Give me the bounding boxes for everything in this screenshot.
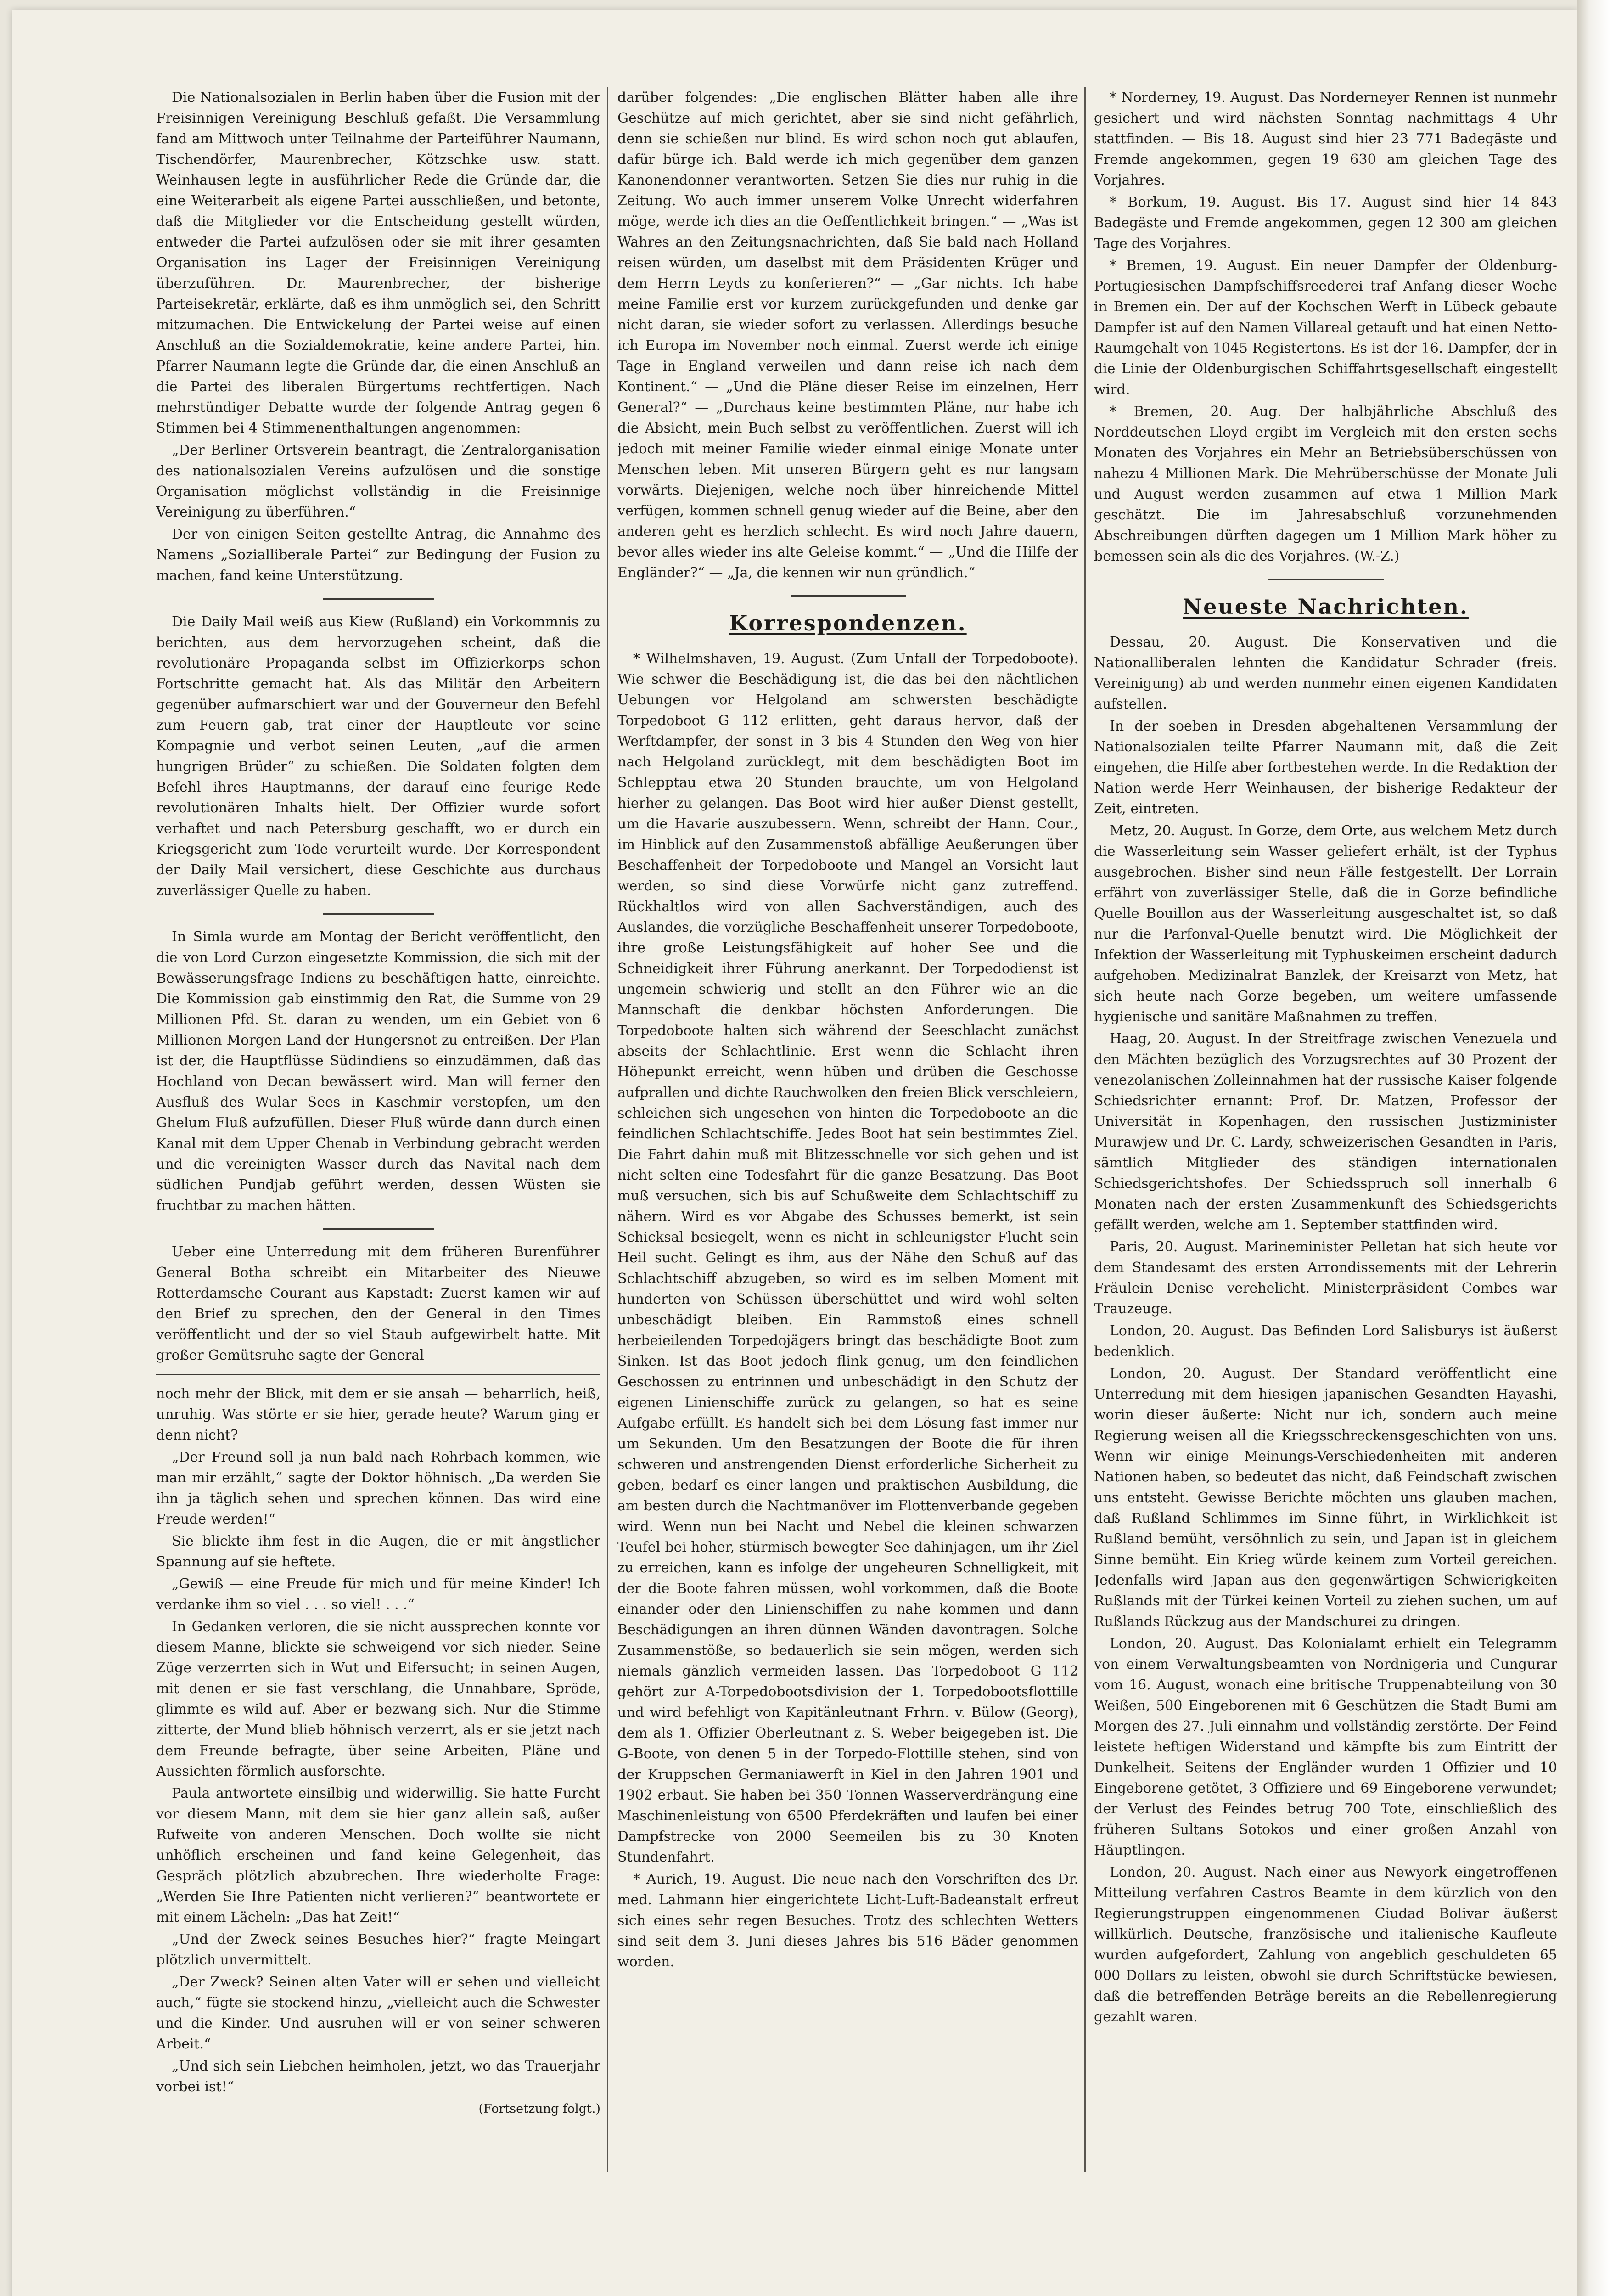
story-paragraph: „Der Freund soll ja nun bald nach Rohrbach kommen, wie man mir erzählt,“ sagte der Doktor höhnisch. „Da werden Sie ihn ja täglich sehen und sprechen können. Das wird eine Freude werden!“ <box>156 1449 600 1527</box>
story-paragraph: „Der Zweck? Seinen alten Vater will er sehen und vielleicht auch,“ fügte sie stockend hinzu, „vielleicht auch die Schwester und die Kinder. Und ausruhen will er von seiner schweren Arbeit.“ <box>156 1974 600 2052</box>
column-rule <box>1084 87 1086 2172</box>
article-london-salisbury: London, 20. August. Das Befinden Lord Salisburys ist äußerst bedenklich. <box>1094 1323 1557 1360</box>
story-paragraph: noch mehr der Blick, mit dem er sie ansah — beharrlich, heiß, unruhig. Was störte er sie hier, gerade heute? Warum ging er denn nicht? <box>156 1386 600 1443</box>
article-quote-antrag: „Der Berliner Ortsverein beantragt, die Zentralorganisation des nationalsozialen Vereins aufzulösen und die sonstige Organisation möglichst vollständig in die Freisinnige Vereinigung zu überführen.“ <box>156 442 600 520</box>
section-heading-neueste-nachrichten: Neueste Nachrichten. <box>1183 594 1469 619</box>
article-metz: Metz, 20. August. In Gorze, dem Orte, aus welchem Metz durch die Wasserleitung sein Wasser geliefert erhält, ist der Typhus ausgebrochen. Bisher sind neun Fälle festgestellt. Der Lorrain erfährt von zuverlässiger Stelle, daß die in Gorze befindliche Quelle Bouillon aus der Wasserleitung ausgeschaltet ist, so daß nur die Parfonval-Quelle benutzt wird. Die Möglichkeit der Infektion der Wasserleitung mit Typhuskeimen erscheint dadurch aufgehoben. Medizinalrat Banzlek, der Kreisarzt von Metz, hat sich heute nach Gorze begeben, um weitere umfassende hygienische und sanitäre Maßnahmen zu treffen. <box>1094 823 1557 1025</box>
article-wilhelmshaven: * Wilhelmshaven, 19. August. (Zum Unfall der Torpedoboote). Wie schwer die Beschädigung ist, die das bei den nächtlichen Uebungen vor Helgoland am schwersten beschädigte Torpedoboot G 112 erlitten, geht daraus hervor, daß der Werftdampfer, der sonst in 3 bis 4 Stunden den Weg von hier nach Helgoland zurücklegt, mit dem beschädigten Boot im Schlepptau etwa 20 Stunden brauchte, um von Helgoland hierher zu gelangen. Das Boot wird hier außer Dienst gestellt, um die Havarie auszubessern. Wenn, schreibt der Hann. Cour., im Hinblick auf den Zusammenstoß abfällige Aeußerungen über Beschaffenheit der Torpedoboote und Mangel an Vorsicht laut werden, so sind diese Vorwürfe nicht ganz zutreffend. Rückhaltlos wird von allen Sachverständigen, auch des Auslandes, die vorzügliche Beschaffenheit unserer Torpedoboote, ihre große Leistungsfähigkeit auf hoher See und die Schneidigkeit ihrer Führung anerkannt. Der Torpedodienst ist ungemein schwierig und stellt an den Führer wie an die Mannschaft die denkbar höchsten Anforderungen. Die Torpedoboote halten sich während der Seeschlacht zunächst abseits der Schlachtlinie. Erst wenn die Schlacht ihren Höhepunkt erreicht, wenn hüben und drüben die Geschosse aufprallen und dichte Rauchwolken den freien Blick verschleiern, schleichen sich ungesehen von hinten die Torpedoboote an die feindlichen Schlachtschiffe. Jedes Boot hat sein bestimmtes Ziel. Die Fahrt dahin muß mit Blitzesschnelle vor sich gehen und ist nicht selten eine Todesfahrt für die ganze Besatzung. Das Boot muß versuchen, sich bis auf Schußweite dem Schlachtschiff zu nähern. Wird es vor Abgabe des Schusses bemerkt, ist sein Schicksal besiegelt, wenn es nicht in schleunigster Flucht sein Heil sucht. Gelingt es ihm, aus der Nähe den Schuß auf das Schlachtschiff abzugeben, so wird es im selben Moment mit hunderten von Schüssen überschüttet und wird wohl selten unbeschädigt bleiben. Ein Rammstoß eines schnell herbeieilenden Torpedojägers bringt das beschädigte Boot zum Sinken. Ist das Boot jedoch flink genug, um den feindlichen Geschossen zu entrinnen und unbeschädigt in den Schutz der eigenen Linienschiffe zurück zu gelangen, so hat es seine Aufgabe erfüllt. Es handelt sich bei dem Lösung fast immer nur um Sekunden. Um den Besatzungen der Boote die für ihren schweren und anstrengenden Dienst erforderliche Sicherheit zu geben, bedarf es einer langen und praktischen Ausbildung, die am besten durch die Nachtmanöver im Flottenverbande gegeben wird. Wenn nun bei Nacht und Nebel die kleinen schwarzen Teufel bei hoher, stürmisch bewegter See dahinjagen, um ihr Ziel zu erreichen, kann es infolge der ungeheuren Schnelligkeit, mit der die Boote fahren müssen, wohl vorkommen, daß die Boote einander oder den Linienschiffen zu nahe kommen und dann Beschädigungen an ihren dünnen Wänden davontragen. Solche Zusammenstöße, so bedauerlich sie sein mögen, werden sich niemals gänzlich vermeiden lassen. Das Torpedoboot G 112 gehört zur A-Torpedobootsdivision der 1. Torpedobootsflottille und wird befehligt von Kapitänleutnant Frhrn. v. Bülow (Georg), dem als 1. Offizier Oberleutnant z. S. Weber beigegeben ist. Die G-Boote, von denen 5 in der Torpedo-Flottille stehen, sind von der Kruppschen Germaniawerft in Kiel in den Jahren 1901 und 1902 erbaut. Sie haben bei 350 Tonnen Wasserverdrängung eine Maschinenleistung von 6500 Pferdekräften und laufen bei einer Dampfstrecke von 2000 Seemeilen bis zu 30 Knoten Stundenfahrt. <box>617 651 1078 1865</box>
article-botha-continued: darüber folgendes: „Die englischen Blätter haben alle ihre Geschütze auf mich gerichtet, aber sie sind nicht gefährlich, denn sie schießen nur blind. Es wird schon noch gut ablaufen, dafür bürge ich. Bald werde ich mich gegenüber dem ganzen Kanonendonner verantworten. Setzen Sie dies nur ruhig in die Zeitung. Wo auch immer unserem Volke Unrecht widerfahren möge, werde ich dies an die Oeffentlichkeit bringen.“ — „Was ist Wahres an den Zeitungsnachrichten, daß Sie bald nach Holland reisen würden, um daselbst mit dem Präsidenten Krüger und dem Herrn Leyds zu konferieren?“ — „Gar nichts. Ich habe meine Familie erst vor kurzem zurückgefunden und denke gar nicht daran, sie wieder sofort zu verlassen. Allerdings besuche ich Europa im November noch einmal. Zuerst werde ich einige Tage in England verweilen und dann reise ich nach dem Kontinent.“ — „Und die Pläne dieser Reise im einzelnen, Herr General?“ — „Durchaus keine bestimmten Pläne, nur habe ich die Absicht, mein Buch selbst zu veröffentlichen. Zuerst will ich jedoch mit meiner Familie wieder einmal einige Monate unter Menschen leben. Mit unseren Bürgern geht es nur langsam vorwärts. Diejenigen, welche noch über hinreichende Mittel verfügen, kommen schnell genug wieder auf die Beine, aber den anderen geht es herzlich schlecht. Es wird noch Jahre dauern, bevor alles wieder ins alte Geleise kommt.“ — „Und die Hilfe der Engländer?“ — „Ja, die kennen wir nun gründlich.“ <box>617 90 1078 581</box>
article-simla: In Simla wurde am Montag der Bericht veröffentlicht, den die von Lord Curzon eingesetzte Kommission, die sich mit der Bewässerungsfrage Indiens zu beschäftigen hatte, einreichte. Die Kommission gab einstimmig den Rat, die Summe von 29 Millionen Pfd. St. daran zu wenden, um ein Gebiet von 6 Millionen Morgen Land der Hungersnot zu entreißen. Der Plan ist der, die Hauptflüsse Südindiens so einzudämmen, daß das Hochland von Decan bewässert wird. Man will ferner den Ausfluß des Wular Sees in Kaschmir verstopfen, um den Ghelum Fluß aufzufüllen. Dieser Fluß würde dann durch einen Kanal mit dem Upper Chenab in Verbindung gebracht werden und die vereinigten Wasser durch das Navital nach dem südlichen Pundjab geführt werden, dessen Wüsten sie fruchtbar zu machen hätten. <box>156 929 600 1214</box>
page-edge <box>1577 0 1610 2296</box>
article-london-nigeria: London, 20. August. Das Kolonialamt erhielt ein Telegramm von einem Verwaltungsbeamten von Nordnigeria und Cungurar vom 16. August, wonach eine britische Truppenabteilung von 30 Weißen, 500 Eingeborenen mit 6 Geschützen die Stadt Bumi am Morgen des 27. Juli einnahm und vollständig zerstörte. Der Feind leistete heftigen Widerstand und kämpfte bis zum Eintritt der Dunkelheit. Seitens der Engländer wurden 1 Offizier und 10 Eingeborene getötet, 3 Offiziere und 69 Eingeborene verwundet; der Verlust des Feindes betrug 700 Tote, einschließlich des früheren Sultans Sotokos und einer großen Anzahl von Häuptlingen. <box>1094 1636 1557 1858</box>
article-dresden: In der soeben in Dresden abgehaltenen Versammlung der Nationalsozialen teilte Pfarrer Naumann mit, daß die Zeit eingehen, die Hilfe aber fortbestehen werde. In die Redaktion der Nation werde Herr Weinhausen, der bisherige Redakteur der Zeit, eintreten. <box>1094 718 1557 817</box>
separator <box>323 1228 434 1230</box>
separator <box>791 595 906 597</box>
story-paragraph: „Gewiß — eine Freude für mich und für meine Kinder! Ich verdanke ihm so viel . . . so viel! . . .“ <box>156 1576 600 1613</box>
story-paragraph: „Und der Zweck seines Besuches hier?“ fragte Meingart plötzlich unvermittelt. <box>156 1931 600 1968</box>
separator <box>323 913 434 915</box>
article-london-bolivar: London, 20. August. Nach einer aus Newyork eingetroffenen Mitteilung verfahren Castros Beamte in dem kürzlich von den Regierungstruppen eingenommenen Ciudad Bolivar äußerst willkürlich. Deutsche, französische und italienische Kaufleute wurden aufgefordert, Zahlung von angeblich geschuldeten 65 000 Dollars zu leisten, obwohl sie durch Schriftstücke bewiesen, daß die betreffenden Beträge bereits an die Rebellenregierung gezahlt waren. <box>1094 1864 1557 2025</box>
article-norderney: * Norderney, 19. August. Das Norderneyer Rennen ist nunmehr gesichert und wird nächsten Sonntag nachmittags 4 Uhr stattfinden. — Bis 18. August sind hier 23 771 Badegäste und Fremde angekommen, gegen 19 630 am gleichen Tage des Vorjahres. <box>1094 90 1557 188</box>
article-nationalsoziale: Die Nationalsozialen in Berlin haben über die Fusion mit der Freisinnigen Vereinigung Beschluß gefaßt. Die Versammlung fand am Mittwoch unter Teilnahme der Parteiführer Naumann, Tischendörfer, Maurenbrecher, Kötzschke usw. statt. Weinhausen legte in ausführlicher Rede die Gründe dar, die eine Weiterarbeit als eigene Partei ausschließen, und betonte, daß die Mitglieder vor die Entscheidung gestellt würden, entweder die Partei aufzulösen oder sie mit ihrer gesamten Organisation ins Lager der Freisinnigen Vereinigung überzuführen. Dr. Maurenbrecher, der bisherige Parteisekretär, erklärte, daß es ihm unmöglich sei, den Schritt mitzumachen. Die Entwickelung der Partei weise auf einen Anschluß an die Sozialdemokratie, keine andere Partei, hin. Pfarrer Naumann legte die Gründe dar, die einen Anschluß an die Partei des liberalen Bürgertums rechtfertigen. Nach mehrstündiger Debatte wurde der folgende Antrag gegen 6 Stimmen bei 4 Stimmenenthaltungen angenommen: <box>156 90 600 436</box>
article-haag: Haag, 20. August. In der Streitfrage zwischen Venezuela und den Mächten bezüglich des Vorzugsrechtes auf 30 Prozent der venezolanischen Zolleinnahmen hat der russische Kaiser folgende Schiedsrichter ernannt: Prof. Dr. Matzen, Professor der Universität in Kopenhagen, den russischen Justizminister Murawjew und Dr. C. Lardy, schweizerischen Gesandten in Paris, sämtlich Mitglieder des ständigen internationalen Schiedsgerichtshofes. Der Schiedsspruch soll innerhalb 6 Monaten nach der ersten Zusammenkunft des Schiedsgerichts gefällt werden, welche am 1. September stattfinden wird. <box>1094 1031 1557 1233</box>
separator <box>1268 579 1383 580</box>
separator <box>323 598 434 600</box>
feuilleton-rule <box>156 1374 600 1375</box>
continuation-note: (Fortsetzung folgt.) <box>478 2102 600 2116</box>
column-rule <box>607 87 608 2172</box>
article-borkum: * Borkum, 19. August. Bis 17. August sind hier 14 843 Badegäste und Fremde angekommen, gegen 12 300 am gleichen Tage des Vorjahres. <box>1094 194 1557 252</box>
column-middle <box>617 87 1078 2200</box>
article-bremen-lloyd: * Bremen, 20. Aug. Der halbjährliche Abschluß des Norddeutschen Lloyd ergibt im Vergleich mit den ersten sechs Monaten des Vorjahres ein Mehr an Betriebsüberschüssen von nahezu 4 Millionen Mark. Die Mehrüberschüsse der Monate Juli und August werden zusammen auf etwa 1 Million Mark geschätzt. Die im Jahresabschluß vorzunehmenden Abschreibungen dürften dagegen um 1 Million Mark höher zu bemessen sein als die des Vorjahres. (W.-Z.) <box>1094 404 1557 564</box>
article-paragraph: Der von einigen Seiten gestellte Antrag, die Annahme des Namens „Sozialliberale Partei“ zur Bedingung der Fusion zu machen, fand keine Unterstützung. <box>156 526 600 584</box>
story-paragraph: Paula antwortete einsilbig und widerwillig. Sie hatte Furcht vor diesem Mann, mit dem sie hier ganz allein saß, außer Rufweite von anderen Menschen. Doch wollte sie nicht unhöflich erscheinen und fand keine Gelegenheit, das Gespräch plötzlich abzubrechen. Ihre wiederholte Frage: „Werden Sie Ihre Patienten nicht verlieren?“ beantwortete er mit einem Lächeln: „Das hat Zeit!“ <box>156 1785 600 1925</box>
column-left <box>156 87 600 2200</box>
article-paris: Paris, 20. August. Marineminister Pelletan hat sich heute vor dem Standesamt des ersten Arrondissements mit der Lehrerin Fräulein Denise verehelicht. Ministerpräsident Combes war Trauzeuge. <box>1094 1239 1557 1317</box>
story-paragraph: In Gedanken verloren, die sie nicht aussprechen konnte vor diesem Manne, blickte sie schweigend vor sich nieder. Seine Züge verzerrten sich in Wut und Eifersucht; in seinen Augen, mit denen er sie fast verschlang, die Unnahbare, Spröde, glimmte es wild auf. Aber er bezwang sich. Nur die Stimme zitterte, der Mund blieb höhnisch verzerrt, als er sie jetzt nach dem Freunde befragte, über seine Arbeiten, Pläne und Aussichten förmlich ausforschte. <box>156 1619 600 1779</box>
column-right <box>1094 87 1557 2200</box>
article-london-hayashi: London, 20. August. Der Standard veröffentlicht eine Unterredung mit dem hiesigen japanischen Gesandten Hayashi, worin dieser äußerte: Nicht nur ich, sondern auch meine Regierung weisen all die Kriegsschreckensgeschichten von uns. Wenn wir einige Meinungs-Verschiedenheiten mit anderen Nationen haben, so bedeutet das nicht, daß Feindschaft zwischen uns entsteht. Gewisse Berichte möchten uns glauben machen, daß Rußland Schlimmes im Sinne führt, in Wirklichkeit ist Rußland bemüht, versöhnlich zu sein, und Japan ist in gleichem Sinne bemüht. Ein Krieg würde keinem zum Vorteil gereichen. Jedenfalls wird Japan aus den gegenwärtigen Schwierigkeiten Rußlands mit der Türkei keinen Vorteil zu ziehen suchen, um auf Rußlands Rückzug aus der Mandschurei zu dringen. <box>1094 1366 1557 1630</box>
section-heading-korrespondenzen: Korrespondenzen. <box>729 611 967 636</box>
story-paragraph: „Und sich sein Liebchen heimholen, jetzt, wo das Trauerjahr vorbei ist!“ <box>156 2058 600 2095</box>
article-botha: Ueber eine Unterredung mit dem früheren Burenführer General Botha schreibt ein Mitarbeiter des Nieuwe Rotterdamsche Courant aus Kapstadt: Zuerst kamen wir auf den Brief zu sprechen, den der General in den Times veröffentlicht und der so viel Staub aufgewirbelt hatte. Mit großer Gemütsruhe sagte der General <box>156 1244 600 1363</box>
article-dessau: Dessau, 20. August. Die Konservativen und die Nationalliberalen lehnten die Kandidatur Schrader (freis. Vereinigung) ab und werden nunmehr einen eigenen Kandidaten aufstellen. <box>1094 634 1557 712</box>
article-aurich: * Aurich, 19. August. Die neue nach den Vorschriften des Dr. med. Lahmann hier eingerichtete Licht-Luft-Badeanstalt erfreut sich eines sehr regen Besuches. Trotz des schlechten Wetters sind seit dem 3. Juni dieses Jahres bis 516 Bäder genommen worden. <box>617 1871 1078 1970</box>
article-bremen-dampfer: * Bremen, 19. August. Ein neuer Dampfer der Oldenburg-Portugiesischen Dampfschiffsreederei traf Anfang dieser Woche in Bremen ein. Der auf der Kochschen Werft in Lübeck gebaute Dampfer ist auf den Namen Villareal getauft und hat einen Netto-Raumgehalt von 1045 Registertons. Es ist der 16. Dampfer, der in die Linie der Oldenburgischen Schiffahrtsgesellschaft eingestellt wird. <box>1094 258 1557 398</box>
story-paragraph: Sie blickte ihm fest in die Augen, die er mit ängstlicher Spannung auf sie heftete. <box>156 1533 600 1570</box>
article-kiew: Die Daily Mail weiß aus Kiew (Rußland) ein Vorkommnis zu berichten, aus dem hervorzugehen scheint, daß die revolutionäre Propaganda selbst im Offizierkorps schon Fortschritte gemacht hat. Als das Militär den Arbeitern gegenüber aufmarschiert war und der Gouverneur den Befehl zum Feuern gab, trat einer der Hauptleute vor seine Kompagnie und verbot seinen Leuten, „auf die armen hungrigen Brüder“ zu schießen. Die Soldaten folgten dem Befehl ihres Hauptmanns, der darauf eine feurige Rede revolutionären Inhalts hielt. Der Offizier wurde sofort verhaftet und nach Petersburg geschafft, wo er durch ein Kriegsgericht zum Tode verurteilt wurde. Der Korrespondent der Daily Mail versichert, diese Geschichte aus durchaus zuverlässiger Quelle zu haben. <box>156 614 600 899</box>
